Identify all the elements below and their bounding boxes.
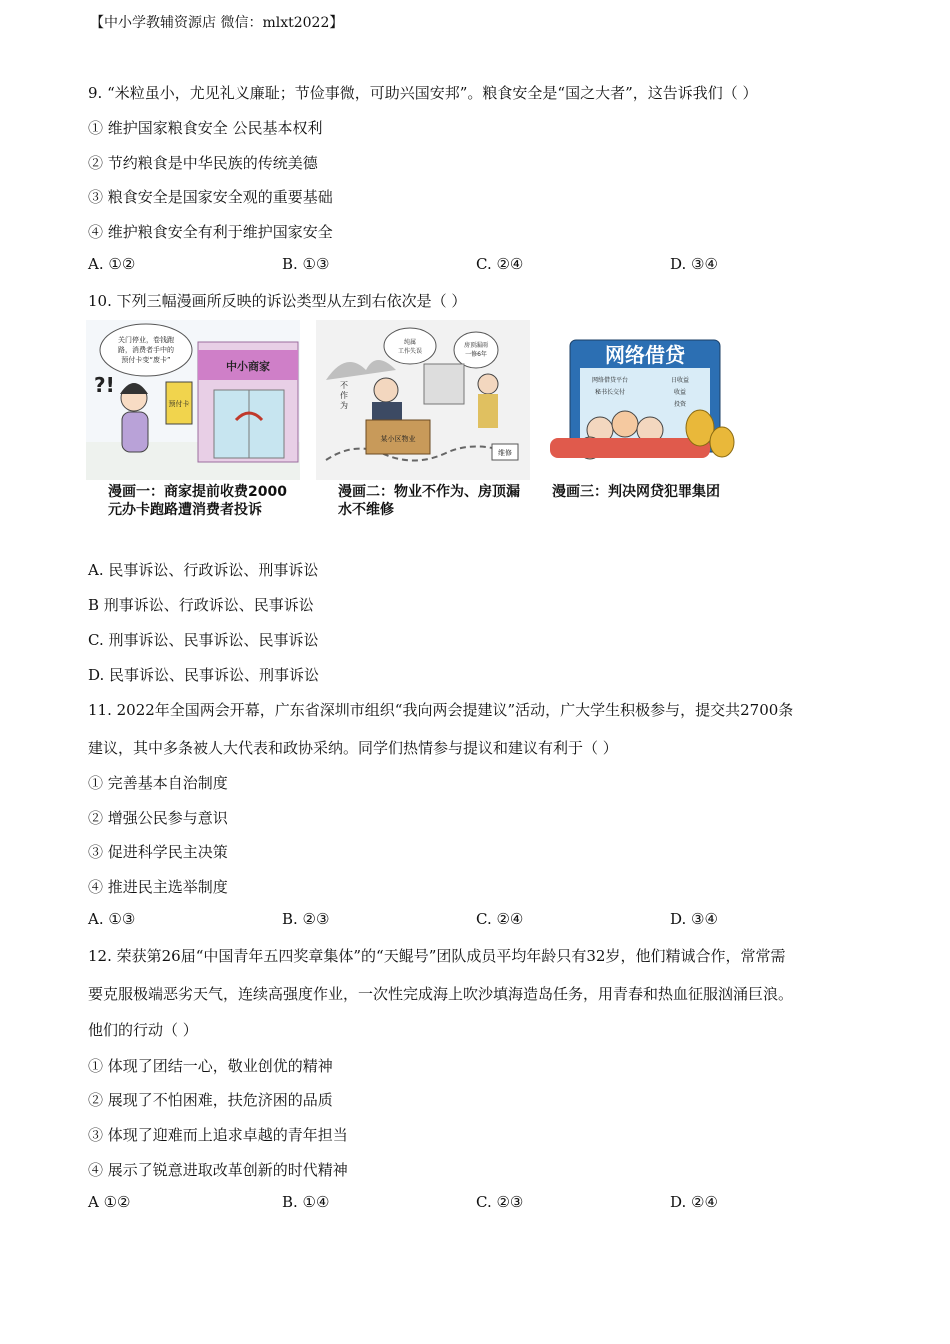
comic-1-bubble-line-2: 路，消费者手中的 [118, 346, 174, 354]
comic-2 [316, 320, 530, 520]
q11-option-c: C. ②④ [476, 910, 524, 928]
comic-1-bubble-line-1: 关门停业，卷钱跑 [118, 336, 174, 344]
q11-item-2: ② 增强公民参与意识 [88, 809, 228, 827]
comic-strip [86, 320, 746, 520]
comic-1 [86, 320, 300, 520]
comic-1-shop-sign: 中小商家 [226, 360, 270, 373]
comic-1-caption: 漫画一：商家提前收费2000元办卡跑路遭消费者投诉 [108, 484, 287, 518]
comic-2-paper-label: 维修 [498, 449, 512, 457]
comic-2-bubble2-line-2: 一修6年 [465, 351, 487, 358]
q11-option-d: D. ③④ [670, 910, 718, 928]
q9-item-4: ④ 维护粮食安全有利于维护国家安全 [88, 223, 333, 241]
q9-item-2: ② 节约粮食是中华民族的传统美德 [88, 154, 318, 172]
comic-3-screen-5: 投资 [673, 401, 687, 408]
q11-stem-line-1: 11. 2022年全国两会开幕，广东省深圳市组织“我向两会提建议”活动，广大学生积极参与，提交共2700条 [88, 701, 794, 719]
q10-stem: 10. 下列三幅漫画所反映的诉讼类型从左到右依次是（ ） [88, 292, 467, 310]
comic-3 [530, 320, 744, 520]
source-header: 【中小学教辅资源店 微信：mlxt2022】 [90, 15, 344, 31]
q12-option-b: B. ①④ [282, 1193, 330, 1211]
q9-option-b: B. ①③ [282, 255, 330, 273]
q11-item-3: ③ 促进科学民主决策 [88, 843, 228, 861]
comic-1-card-label: 预付卡 [168, 400, 190, 408]
q12-option-c: C. ②③ [476, 1193, 524, 1211]
comic-1-illustration [86, 320, 300, 480]
comic-3-caption: 漫画三：判决网贷犯罪集团 [552, 484, 720, 500]
q9-stem: 9. “米粒虽小，尤见礼义廉耻；节俭事微，可助兴国安邦”。粮食安全是“国之大者”，这告诉我们（ ） [88, 84, 758, 102]
q12-item-4: ④ 展示了锐意进取改革创新的时代精神 [88, 1161, 348, 1179]
comic-2-bubble1-line-2: 工作失误 [397, 348, 423, 355]
comic-2-side-3: 为 [340, 401, 348, 410]
q11-option-b: B. ②③ [282, 910, 330, 928]
comic-3-screen-4: 收益 [673, 389, 687, 396]
q10-option-b: B 刑事诉讼、行政诉讼、民事诉讼 [88, 596, 314, 614]
q12-item-2: ② 展现了不怕困难，扶危济困的品质 [88, 1091, 333, 1109]
comic-3-illustration [530, 320, 744, 480]
comic-2-illustration [316, 320, 530, 480]
q11-item-4: ④ 推进民主选举制度 [88, 878, 228, 896]
q9-item-1: ① 维护国家粮食安全 公民基本权利 [88, 119, 323, 137]
comic-2-desk-label: 某小区物业 [380, 435, 416, 443]
q12-stem-line-3: 他们的行动（ ） [88, 1021, 198, 1039]
q9-option-c: C. ②④ [476, 255, 524, 273]
comic-2-side-2: 作 [340, 391, 348, 400]
q12-item-1: ① 体现了团结一心，敬业创优的精神 [88, 1057, 333, 1075]
q12-option-d: D. ②④ [670, 1193, 718, 1211]
q12-stem-line-1: 12. 荣获第26届“中国青年五四奖章集体”的“天鲲号”团队成员平均年龄只有32岁，他们精诚合作，常常需 [88, 947, 786, 965]
comic-2-caption: 漫画二：物业不作为、房顶漏水不维修 [338, 484, 520, 518]
q10-option-d: D. 民事诉讼、民事诉讼、刑事诉讼 [88, 666, 320, 684]
q11-item-1: ① 完善基本自治制度 [88, 774, 228, 792]
q10-option-c: C. 刑事诉讼、民事诉讼、民事诉讼 [88, 631, 319, 649]
comic-2-bubble2-line-1: 房顶漏雨 [463, 342, 489, 349]
q11-stem-line-2: 建议，其中多条被人大代表和政协采纳。同学们热情参与提议和建议有利于（ ） [88, 739, 618, 757]
svg-text:?!: ?! [94, 373, 115, 397]
comic-2-bubble1-line-1: 纯属 [403, 339, 417, 346]
q9-option-d: D. ③④ [670, 255, 718, 273]
comic-3-title: 网络借贷 [605, 343, 685, 367]
q12-option-a: A ①② [88, 1193, 131, 1211]
q12-stem-line-2: 要克服极端恶劣天气，连续高强度作业，一次性完成海上吹沙填海造岛任务，用青春和热血征服汹涌巨浪。 [88, 985, 794, 1003]
comic-3-screen-1: 网络借贷平台 [591, 377, 629, 384]
q12-item-3: ③ 体现了迎难而上追求卓越的青年担当 [88, 1126, 348, 1144]
q9-option-a: A. ①② [88, 255, 136, 273]
comic-2-side-1: 不 [340, 381, 348, 390]
q9-item-3: ③ 粮食安全是国家安全观的重要基础 [88, 188, 333, 206]
q11-option-a: A. ①③ [88, 910, 136, 928]
q10-option-a: A. 民事诉讼、行政诉讼、刑事诉讼 [88, 561, 319, 579]
comic-3-screen-2: 日收益 [670, 377, 690, 384]
comic-3-screen-3: 秘书长交付 [594, 389, 626, 396]
comic-1-bubble-line-3: 预付卡变“废卡” [121, 356, 171, 364]
